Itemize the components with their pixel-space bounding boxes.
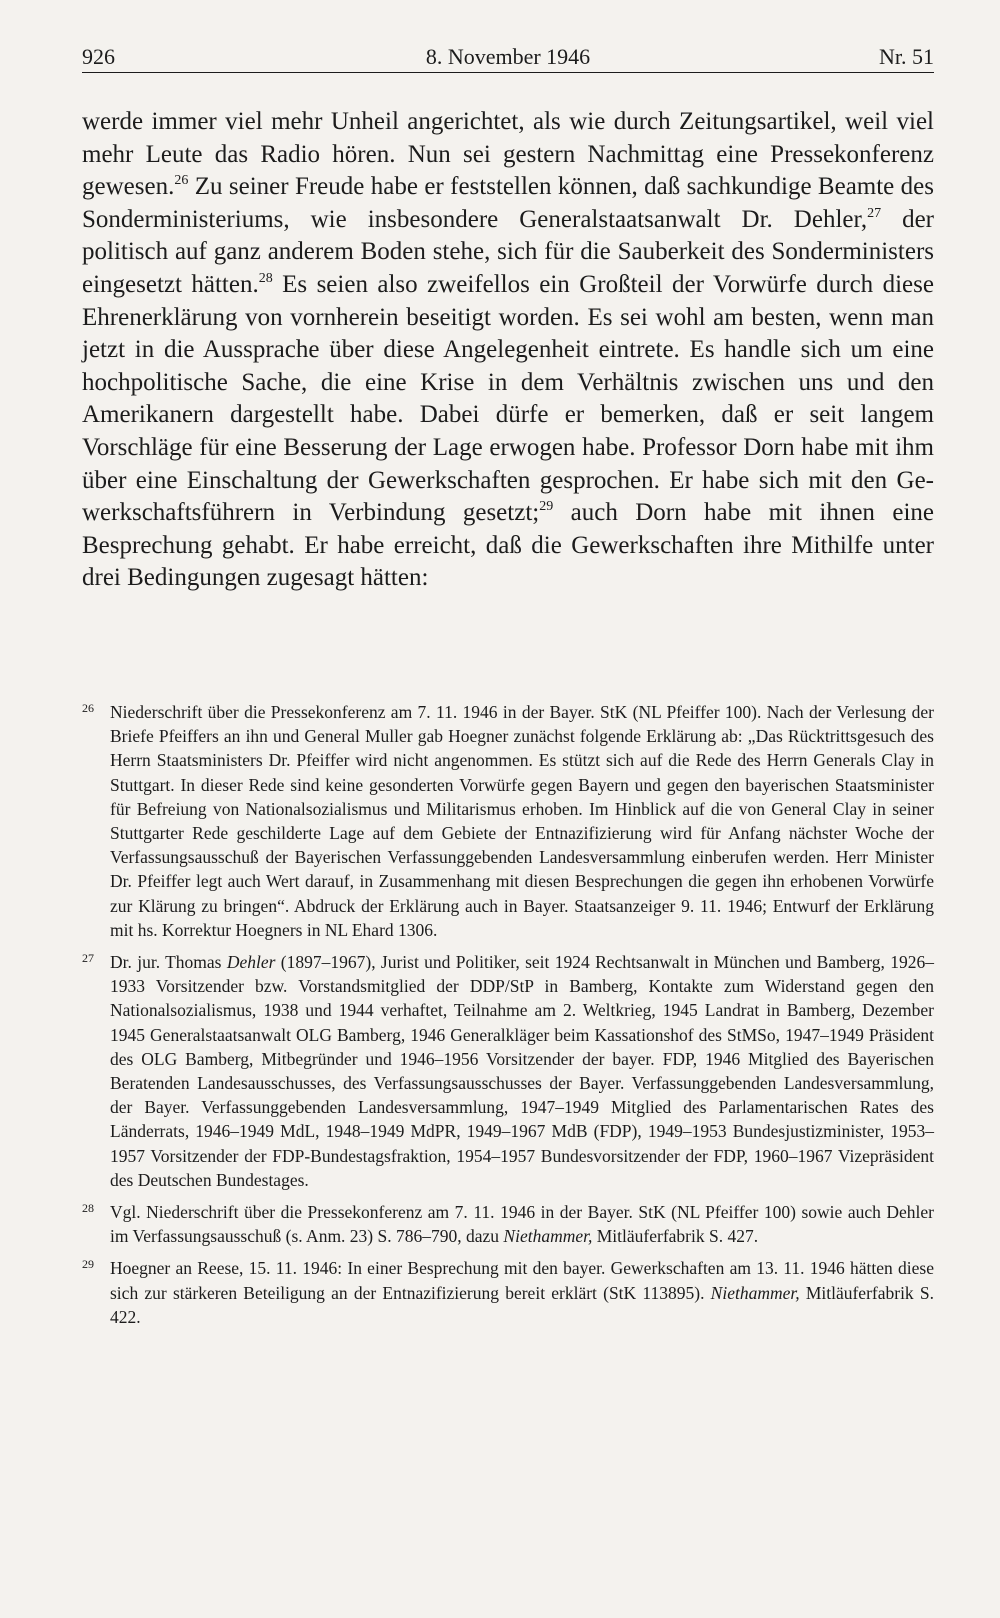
footnote-26 <box>82 700 934 942</box>
footnote-text: Hoegner an Reese, 15. 11. 1946: In einer Besprechung mit den bayer. Gewerkschaften am 13. 11. 1946 hätten diese sich zur stärkeren Beteiligung an der Entnazifizierung bereit erklärt (StK 113895). <box>110 1258 934 1303</box>
page-number: 926 <box>82 44 115 69</box>
footnote-number: 27 <box>82 951 94 966</box>
footnote-text: Dr. jur. Thomas <box>110 952 227 973</box>
body-text-3: der politisch auf ganz anderem Boden stehe, sich für die Sauberkeit des Sonderministers eingesetzt hätten. <box>82 205 935 298</box>
footnote-ref-26[interactable]: 26 <box>174 173 189 189</box>
footnote-text: Mitläuferfabrik S. 427. <box>592 1226 759 1247</box>
footnote-ref-29[interactable]: 29 <box>539 499 554 515</box>
footnote-number: 28 <box>82 1201 94 1216</box>
footnotes <box>82 700 934 1337</box>
footnote-ref-28[interactable]: 28 <box>258 270 273 286</box>
footnote-number: 26 <box>82 701 94 715</box>
footnote-number: 29 <box>82 1257 94 1272</box>
header-date: 8. November 1946 <box>425 44 591 69</box>
footnote-ref-27[interactable]: 27 <box>867 205 882 221</box>
footnote-text: Niederschrift über die Pressekonferenz am 7. 11. 1946 in der Bayer. StK (NL Pfeiffer 100). Nach der Verlesung der Briefe Pfeiffers an ihn und General Muller gab Hoegner zunächst folgende Erklärung ab: „Das Rücktrittsgesuch des Herrn Staatsministers Dr. Pfeiffer wird nicht angenommen. Es stützt sich auf die Rede des Herrn Generals Clay in Stuttgart. In dieser Rede sind keine gesonderten Vorwürfe gegen Bayern und gegen den bayerischen Staatsminister für Befreiung von Nationalsozialismus und Militarismus erhoben. Im Hinblick auf die von General Clay in seiner Stuttgarter Rede geschilderte Lage auf dem Gebiete der Entnazifizierung wird für Anfang nächster Woche der Verfassungsausschuß der Bayerischen Verfassunggebenden Landesversammlung einberufen werden. Herr Minister Dr. Pfeiffer legt auch Wert darauf, in Zusammenhang mit diesen Besprechungen die gegen ihn erhobenen Vorwürfe zur Klärung zu bringen“. Abdruck der Erklärung auch in Bayer. Staatsanzeiger 9. 11. 1946; Entwurf der Erklärung mit hs. Korrektur Hoegners in NL Ehard 1306. <box>110 702 934 940</box>
running-header <box>82 38 934 73</box>
footnote-text: (1897–1967), Jurist und Politiker, seit 1924 Rechtsanwalt in München und Bamberg, 1926–1933 Vorsitzender bzw. Vorstandsmitglied der DDP/StP in Bamberg, Kontakte zum Widerstand gegen den Nationalsozialismus, 1938 und 1944 verhaftet, Teilnahme am 2. Weltkrieg, 1945 Landrat in Bamberg, Dezember 1945 Generalstaatsanwalt OLG Bamberg, 1946 Generalkläger beim Kassationshof des StMSo, 1947–1949 Präsident des OLG Bamberg, Mitbegründer und 1946–1956 Vorsitzender der bayer. FDP, 1946 Mitglied des Bayerischen Beratenden Landesausschusses, des Verfassungsausschusses der Bayer. Verfassunggebenden Landesversammlung, der Bayer. Verfassunggebenden Landesversammlung, 1947–1949 Mitglied des Parlamentarischen Rates des Länderrats, 1946–1949 MdL, 1948–1949 MdPR, 1949–1967 MdB (FDP), 1949–1953 Bundesjustizminister, 1953–1957 Vorsitzender der FDP-Bundestagsfraktion, 1954–1957 Bundesvorsitzender der FDP, 1960–1967 Vizepräsident des Deutschen Bundestages. <box>110 952 934 1190</box>
footnote-29 <box>82 1256 934 1329</box>
footnote-28 <box>82 1200 934 1248</box>
body-text-1: werde immer viel mehr Unheil angerichtet, als wie durch Zeitungsartikel, weil viel mehr Leute das Radio hören. Nun sei gestern Nachmittag eine Pressekonferenz gewesen. <box>82 108 934 201</box>
footnote-text: Vgl. Niederschrift über die Pressekonferenz am 7. 11. 1946 in der Bayer. StK (NL Pfeiffer 100) sowie auch Dehler im Verfassungsausschuß (s. Anm. 23) S. 786–790, dazu <box>110 1202 934 1247</box>
body-text-5: auch Dorn habe mit ihnen eine Besprechung gehabt. Er habe erreicht, daß die Gewerkschaften ihre Mithilfe unter drei Bedingungen zugesagt hätten: <box>82 499 934 592</box>
main-paragraph <box>82 106 934 595</box>
footnote-27 <box>82 950 934 1192</box>
issue-number: Nr. 51 <box>879 44 934 69</box>
footnote-text: Mitläuferfabrik S. 422. <box>110 1282 934 1327</box>
footnote-name-italic: Niethammer, <box>503 1226 593 1247</box>
footnote-name-italic: Dehler <box>226 952 276 973</box>
body-text-4: Es seien also zweifellos ein Großteil der Vorwürfe durch diese Ehrenerklärung von vornherein beseitigt worden. Es sei wohl am besten, wenn man jetzt in die Aussprache über diese Angelegenheit eintrete. Es handle sich um eine hochpolitische Sache, die eine Krise in dem Verhältnis zwischen uns und den Amerikanern dargestellt habe. Dabei dürfe er bemerken, daß er seit langem Vorschläge für eine Besserung der Lage erwogen habe. Professor Dorn habe mit ihm über eine Einschaltung der Gewerkschaften gesprochen. Er habe sich mit den Gewerkschaftsführern in Verbindung gesetzt; <box>82 270 934 527</box>
body-text-2: Zu seiner Freude habe er feststellen können, daß sachkundige Beamte des Sonderministeriums, wie insbesondere Generalstaatsanwalt Dr. Dehler, <box>82 173 934 233</box>
footnote-name-italic: Niethammer, <box>710 1282 800 1303</box>
